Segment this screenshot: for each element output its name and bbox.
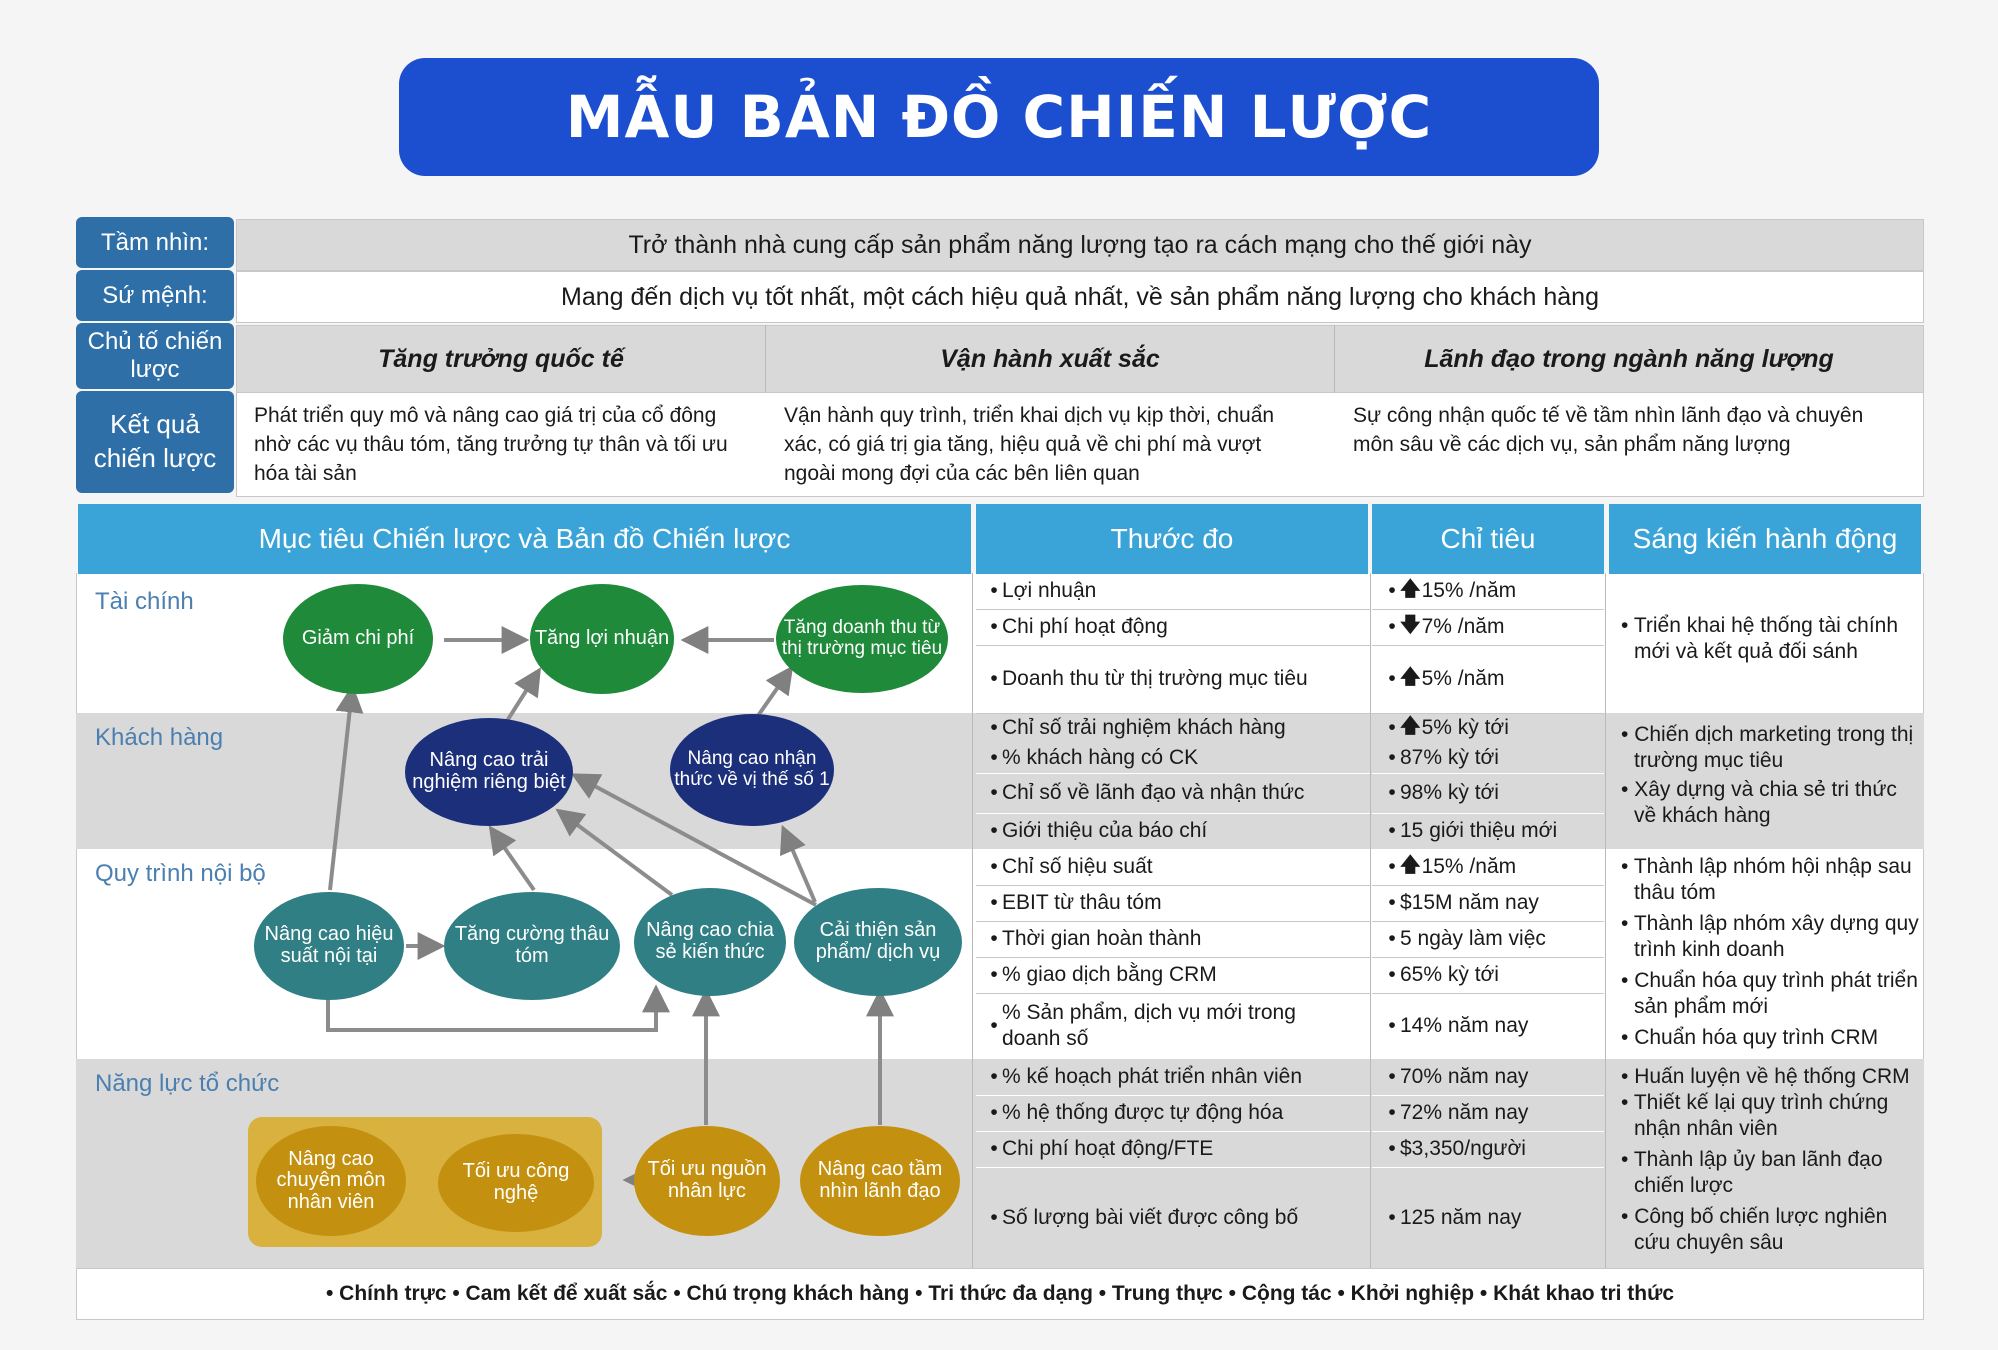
perspective-finance: Tài chính <box>95 588 194 615</box>
node-knowledge-sharing: Nâng cao chia sẻ kiến thức <box>634 888 786 996</box>
measures-column <box>986 573 1370 1268</box>
outcome-1: Phát triển quy mô và nâng cao giá trị của cổ đông nhờ các vụ thâu tóm, tăng trưởng tự thân và tối ưu hóa tài sản <box>254 404 728 485</box>
node-optimize-tech: Tối ưu công nghệ <box>438 1134 594 1232</box>
initiative-item: • Chuẩn hóa quy trình phát triển sản phẩm mới <box>1621 969 1918 1018</box>
node-reduce-cost: Giảm chi phí <box>283 584 433 694</box>
initiative-item: • Xây dựng và chia sẻ tri thức về khách hàng <box>1621 778 1897 827</box>
target-row: • 87% kỳ tới <box>1388 746 1499 769</box>
node-staff-expertise: Nâng cao chuyên môn nhân viên <box>256 1126 406 1236</box>
node-increase-profit: Tăng lợi nhuận <box>530 584 674 694</box>
measure-row: • Thời gian hoàn thành <box>990 927 1202 950</box>
outcomes-label: Kết quả chiến lược <box>76 391 234 493</box>
target-row: • 70% năm nay <box>1388 1065 1529 1088</box>
initiative-item: • Thành lập nhóm xây dựng quy trình kinh doanh <box>1621 912 1919 961</box>
header-initiatives: Sáng kiến hành động <box>1609 504 1921 574</box>
initiative-item: • Thành lập nhóm hội nhập sau thâu tóm <box>1621 855 1912 904</box>
header-map: Mục tiêu Chiến lược và Bản đồ Chiến lược <box>78 504 971 574</box>
measure-row: • Chi phí hoạt động <box>990 615 1168 638</box>
measure-row: • % giao dịch bằng CRM <box>990 963 1217 986</box>
vision-label: Tầm nhìn: <box>76 217 234 268</box>
outcome-3: Sự công nhận quốc tế về tầm nhìn lãnh đạo và chuyên môn sâu về các dịch vụ, sản phẩm năng lượng <box>1353 404 1864 456</box>
initiatives-customer <box>1612 722 1922 829</box>
header-targets: Chỉ tiêu <box>1372 504 1604 574</box>
initiative-item: • Thành lập ủy ban lãnh đạo chiến lược <box>1621 1148 1883 1197</box>
outcome-2: Vận hành quy trình, triển khai dịch vụ kịp thời, chuẩn xác, có giá trị gia tăng, hiệu quả về chi phí mà vượt ngoài mong đợi của các bên liên quan <box>784 404 1275 485</box>
mission-label: Sứ mệnh: <box>76 270 234 321</box>
theme-1: Tăng trưởng quốc tế <box>378 344 624 373</box>
target-row: • 🡅 5% kỳ tới <box>1384 713 1604 743</box>
node-optimize-hr: Tối ưu nguồn nhân lực <box>634 1126 780 1236</box>
perspective-process: Quy trình nội bộ <box>95 860 266 887</box>
core-values: • Chính trực • Cam kết để xuất sắc • Chú trọng khách hàng • Tri thức đa dạng • Trung thực • Cộng tác • Khởi nghiệp • Khát khao tri thức <box>76 1268 1924 1320</box>
measure-row: • Chỉ số hiệu suất <box>990 855 1153 878</box>
measure-row: • Số lượng bài viết được công bố <box>990 1205 1299 1229</box>
themes-label: Chủ tố chiến lược <box>76 323 234 389</box>
target-row: • $3,350/người <box>1388 1137 1526 1160</box>
arrow-up-icon: 🡅 <box>1400 854 1421 876</box>
measure-row: • Lợi nhuận <box>990 579 1097 602</box>
mission-text: Mang đến dịch vụ tốt nhất, một cách hiệu quả nhất, về sản phẩm năng lượng cho khách hàng <box>236 271 1924 323</box>
initiative-item: • Chuẩn hóa quy trình CRM <box>1621 1026 1879 1049</box>
measure-row: • % khách hàng có CK <box>990 746 1199 769</box>
arrow-up-icon: 🡅 <box>1400 715 1421 737</box>
measure-row: • % hệ thống được tự động hóa <box>990 1101 1284 1124</box>
node-leadership-vision: Nâng cao tầm nhìn lãnh đạo <box>800 1126 960 1236</box>
node-unique-experience: Nâng cao trải nghiệm riêng biệt <box>405 718 573 826</box>
perspective-customer: Khách hàng <box>95 724 224 751</box>
target-row: • 🡅 15% /năm <box>1384 573 1604 609</box>
arrow-up-icon: 🡅 <box>1400 666 1421 688</box>
measure-row: • EBIT từ thâu tóm <box>990 891 1162 914</box>
measure-row: • Chỉ số về lãnh đạo và nhận thức <box>990 781 1305 804</box>
theme-2: Vận hành xuất sắc <box>940 344 1160 373</box>
target-row: • 72% năm nay <box>1388 1101 1529 1124</box>
target-row: • 65% kỳ tới <box>1388 963 1499 986</box>
initiative-item: • Công bố chiến lược nghiên cứu chuyên sâu <box>1621 1205 1888 1254</box>
initiative-item: • Chiến dịch marketing trong thị trường mục tiêu <box>1621 723 1914 772</box>
target-row: • 🡅 5% /năm <box>1384 645 1604 713</box>
perspective-capability: Năng lực tổ chức <box>95 1070 280 1097</box>
node-internal-efficiency: Nâng cao hiệu suất nội tại <box>254 892 404 1000</box>
initiative-item: • Huấn luyện về hệ thống CRM <box>1621 1065 1910 1088</box>
target-row: • 125 năm nay <box>1388 1205 1522 1229</box>
measure-row: • % kế hoạch phát triển nhân viên <box>990 1065 1303 1088</box>
initiatives-capability <box>1612 1064 1922 1256</box>
target-row: • 98% kỳ tới <box>1388 781 1499 804</box>
vision-text: Trở thành nhà cung cấp sản phẩm năng lượng tạo ra cách mạng cho thế giới này <box>236 219 1924 271</box>
node-acquisition: Tăng cường thâu tóm <box>444 892 620 1000</box>
measure-row: • Chỉ số trải nghiệm khách hàng <box>990 716 1286 739</box>
measure-row: • Giới thiệu của báo chí <box>990 819 1208 842</box>
target-row: • 🡇 7% /năm <box>1384 609 1604 645</box>
initiative-item: • Triển khai hệ thống tài chính mới và kết quả đối sánh <box>1621 614 1899 663</box>
node-awareness: Nâng cao nhận thức về vị thế số 1 <box>670 714 834 826</box>
measure-row: • Chi phí hoạt động/FTE <box>990 1137 1214 1160</box>
target-row: • 15 giới thiệu mới <box>1388 819 1558 842</box>
node-improve-products: Cải thiện sản phẩm/ dịch vụ <box>794 888 962 996</box>
initiatives-process <box>1612 854 1922 1051</box>
target-row: • 14% năm nay <box>1388 1014 1529 1037</box>
node-increase-revenue: Tăng doanh thu từ thị trường mục tiêu <box>776 585 948 693</box>
page-title: MẪU BẢN ĐỒ CHIẾN LƯỢC <box>565 83 1433 151</box>
measure-row: • % Sản phẩm, dịch vụ mới trong doanh số <box>990 1001 1296 1050</box>
theme-3: Lãnh đạo trong ngành năng lượng <box>1424 344 1834 373</box>
targets-column <box>1384 573 1604 1268</box>
header-measures: Thước đo <box>976 504 1368 574</box>
measure-row: • Doanh thu từ thị trường mục tiêu <box>990 667 1308 690</box>
arrow-down-icon: 🡇 <box>1400 614 1421 636</box>
initiatives-finance <box>1612 613 1922 665</box>
initiative-item: • Thiết kế lại quy trình chứng nhận nhân viên <box>1621 1091 1889 1140</box>
target-row: • $15M năm nay <box>1388 891 1539 914</box>
target-row: • 5 ngày làm việc <box>1388 927 1546 950</box>
target-row: • 🡅 15% /năm <box>1384 849 1604 885</box>
arrow-up-icon: 🡅 <box>1400 578 1421 600</box>
